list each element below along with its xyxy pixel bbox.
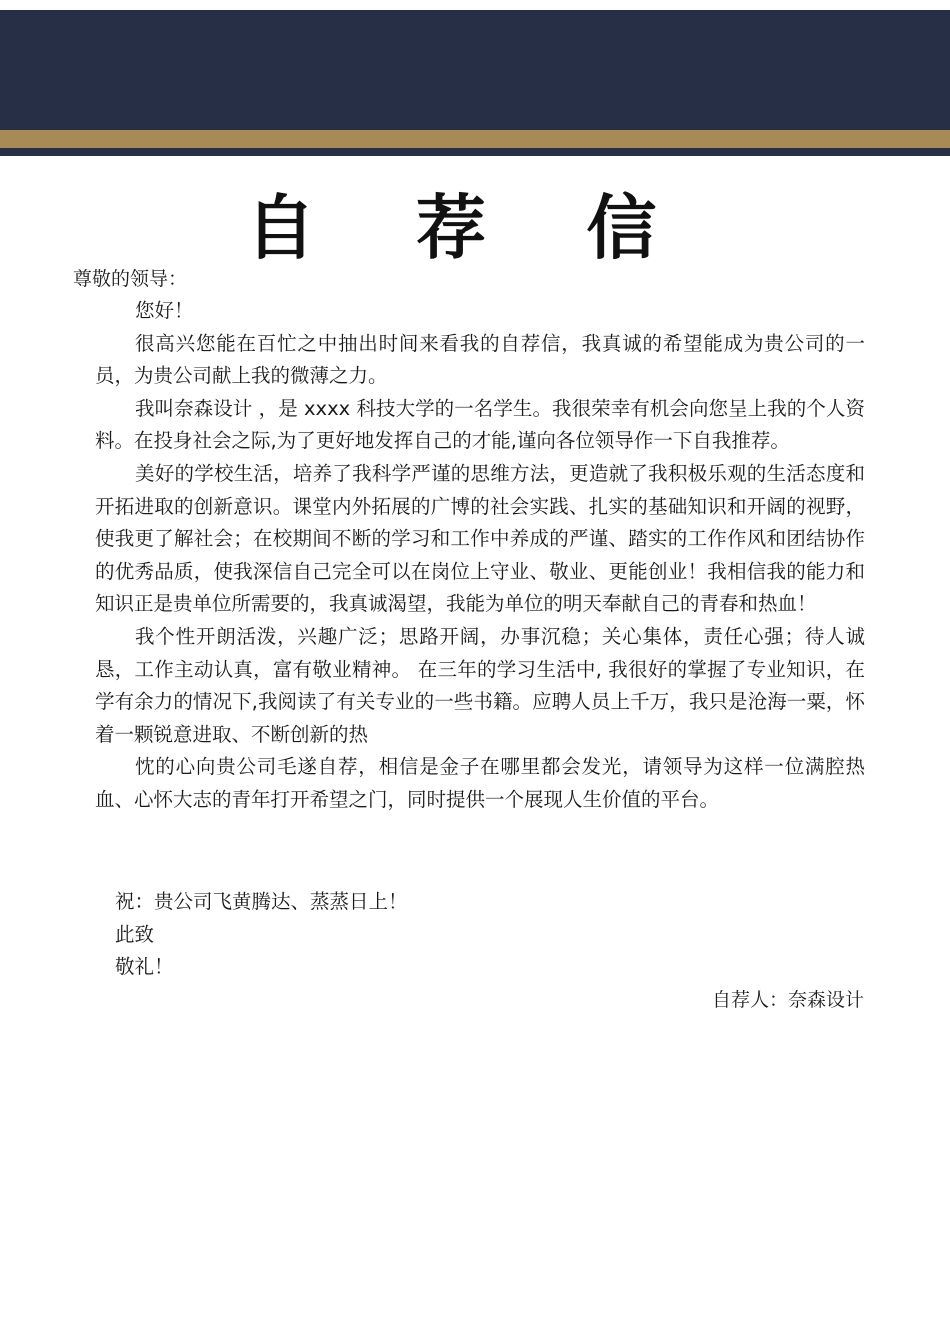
closing-wish: 祝：贵公司飞黄腾达、蒸蒸日上！ [115, 890, 408, 913]
page-title: 自 荐 信 [245, 187, 695, 269]
header-band [0, 10, 950, 130]
closing-jingli: 敬礼！ [115, 955, 174, 979]
paragraph: 很高兴您能在百忙之中抽出时间来看我的自荐信，我真诚的希望能成为贵公司的一员，为贵公司献上我的微薄之力。 [95, 331, 865, 388]
paragraph: 忱的心向贵公司毛遂自荐，相信是金子在哪里都会发光，请领导为这样一位满腔热血、心怀大志的青年打开希望之门，同时提供一个展现人生价值的平台。 [95, 755, 865, 811]
paragraph-greeting: 您好！ [135, 299, 194, 322]
header-dark-line [0, 148, 950, 156]
paragraph: 美好的学校生活，培养了我科学严谨的思维方法，更造就了我积极乐观的生活态度和开拓进取的创新意识。课堂内外拓展的广博的社会实践、扎实的基础知识和开阔的视野，使我更了解社会；在校期间不断的学习和工作中养成的严谨、踏实的工作作风和团结协作的优秀品质，使我深信自己完全可以在岗位上守业、敬业、更能创业！我相信我的能力和知识正是贵单位所需要的，我真诚渴望，我能为单位的明天奉献自己的青春和热血！ [95, 461, 865, 616]
signature: 自荐人：奈森设计 [711, 989, 864, 1011]
closing-cizhi: 此致 [115, 922, 155, 946]
letter-body [95, 295, 865, 817]
header-gold-stripe [0, 130, 950, 148]
paragraph: 我个性开朗活泼，兴趣广泛；思路开阔，办事沉稳；关心集体，责任心强；待人诚恳，工作主动认真，富有敬业精神。 在三年的学习生活中, 我很好的掌握了专业知识，在学有余力的情况下,我阅读了有关专业的一些书籍。应聘人员上千万，我只是沧海一粟，怀着一颗锐意进取、不断创新的热 [95, 624, 865, 746]
salutation: 尊敬的领导： [73, 268, 188, 290]
paragraph: 我叫奈森设计 ，是 xxxx 科技大学的一名学生。我很荣幸有机会向您呈上我的个人资料。在投身社会之际,为了更好地发挥自己的才能,谨向各位领导作一下自我推荐。 [95, 396, 865, 453]
closing-block [115, 886, 408, 984]
